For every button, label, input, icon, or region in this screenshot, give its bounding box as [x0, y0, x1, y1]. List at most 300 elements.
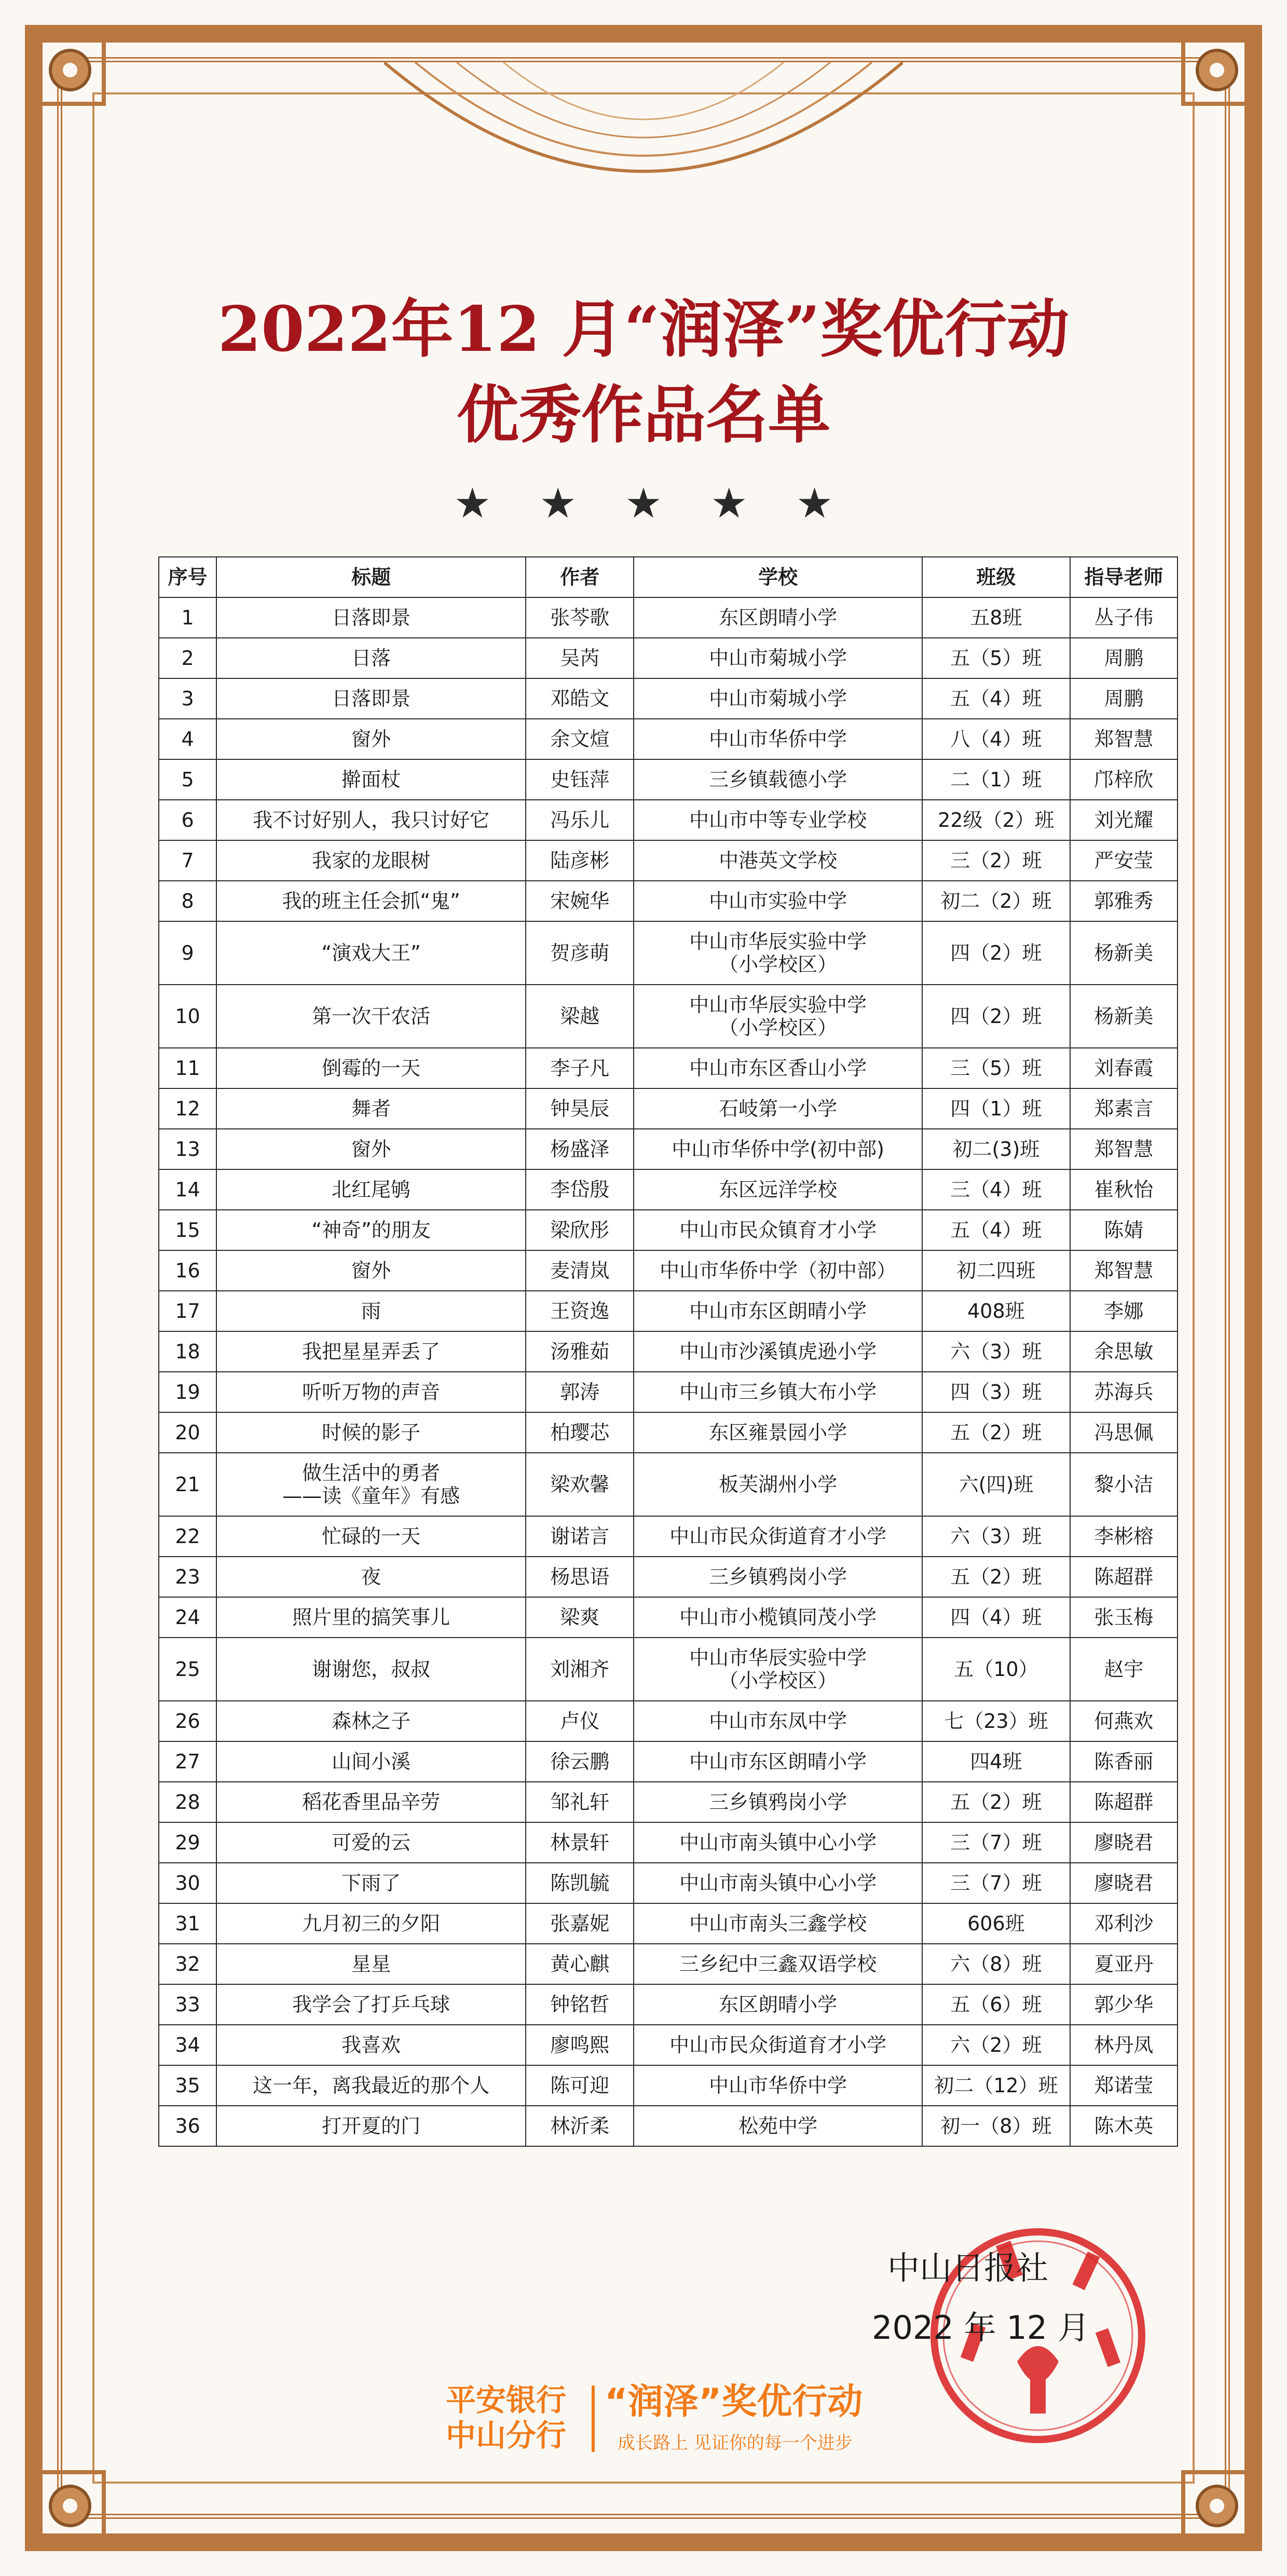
cell-school: [634, 759, 922, 800]
cell-author: [526, 1516, 634, 1557]
cell-line: 17: [175, 1300, 200, 1323]
issuer-name: 中山日报社: [887, 2249, 1049, 2287]
cell-title: [216, 1984, 526, 2025]
cell-title: [216, 719, 526, 759]
cell-line: 周鹏: [1104, 647, 1144, 670]
cell-line: 日落即景: [332, 606, 411, 629]
table-row: [159, 1291, 1178, 1331]
cell-line: 窗外: [351, 1259, 391, 1282]
cell-line: “演戏大王”: [321, 942, 421, 964]
table-row: [159, 1331, 1178, 1372]
table-row: [159, 2106, 1178, 2146]
cell-line: 陈凯毓: [550, 1872, 610, 1894]
cell-line: 三乡镇鸦岗小学: [709, 1565, 847, 1588]
cell-line: 五（6）班: [950, 1993, 1042, 2016]
cell-line: 张芩歌: [550, 606, 610, 629]
cell-line: 34: [175, 2034, 200, 2056]
cell-line: 崔秋怡: [1094, 1178, 1154, 1201]
cell-school: [634, 840, 922, 881]
cell-line: 忙碌的一天: [322, 1525, 421, 1548]
cell-author: [526, 678, 634, 719]
column-header-author: 作者: [526, 557, 634, 597]
cell-number: [159, 1741, 216, 1782]
cell-number: [159, 2106, 216, 2146]
cell-line: 下雨了: [341, 1872, 401, 1894]
table-row: [159, 1412, 1178, 1453]
cell-line: 张玉梅: [1094, 1606, 1154, 1629]
cell-title: [216, 1557, 526, 1597]
cell-line: 林丹凤: [1094, 2034, 1154, 2056]
table-row: [159, 1701, 1178, 1741]
cell-line: 21: [175, 1473, 200, 1496]
cell-line: 中山市南头镇中心小学: [679, 1831, 877, 1854]
cell-author: [526, 597, 634, 638]
cell-line: 中山市民众街道育才小学: [669, 1525, 887, 1548]
cell-number: [159, 1412, 216, 1453]
table-row: [159, 1903, 1178, 1944]
cell-class: [922, 1291, 1070, 1331]
cell-line: 窗外: [351, 728, 391, 751]
cell-school: [634, 719, 922, 759]
table-row: [159, 1741, 1178, 1782]
cell-line: 舞者: [351, 1097, 391, 1120]
table-row: [159, 2065, 1178, 2106]
cell-author: [526, 1638, 634, 1701]
cell-author: [526, 1453, 634, 1516]
cell-line: 窗外: [351, 1138, 391, 1161]
cell-line: 四（4）班: [950, 1606, 1042, 1629]
cell-line: 廖晓君: [1094, 1872, 1154, 1894]
cell-line: 中山市东区朗晴小学: [689, 1300, 867, 1323]
cell-line: 林景轩: [550, 1831, 610, 1854]
table-row: [159, 719, 1178, 759]
cell-number: [159, 1782, 216, 1822]
cell-line: 杨新美: [1094, 942, 1154, 964]
cell-teacher: [1070, 1129, 1178, 1169]
cell-line: 五（10）: [954, 1658, 1038, 1681]
cell-author: [526, 1863, 634, 1903]
cell-class: [922, 1210, 1070, 1250]
cell-school: [634, 1741, 922, 1782]
cell-line: 三乡纪中三鑫双语学校: [679, 1953, 877, 1975]
cell-line: 四4班: [970, 1750, 1022, 1773]
table-body: [159, 597, 1178, 2146]
cell-school: [634, 1331, 922, 1372]
cell-line: 听听万物的声音: [302, 1381, 441, 1403]
cell-teacher: [1070, 759, 1178, 800]
cell-line: 陈超群: [1094, 1791, 1154, 1814]
cell-line: 刘湘齐: [550, 1658, 610, 1681]
cell-title: [216, 1822, 526, 1863]
table-row: [159, 1863, 1178, 1903]
cell-title: [216, 1291, 526, 1331]
cell-line: 李岱殷: [550, 1178, 610, 1201]
corner-ornament-icon: [31, 31, 109, 109]
cell-class: [922, 1903, 1070, 1944]
cell-number: [159, 1597, 216, 1638]
column-header-title: 标题: [216, 557, 526, 597]
cell-line: 18: [175, 1340, 200, 1363]
cell-class: [922, 1782, 1070, 1822]
cell-teacher: [1070, 1412, 1178, 1453]
cell-title: [216, 800, 526, 840]
cell-number: [159, 678, 216, 719]
cell-title: [216, 840, 526, 881]
cell-line: 东区雍景园小学: [709, 1421, 847, 1444]
cell-number: [159, 1372, 216, 1412]
cell-title: [216, 1782, 526, 1822]
cell-number: [159, 1984, 216, 2025]
cell-line: 谢诺言: [550, 1525, 610, 1548]
cell-line: 中山市华辰实验中学: [689, 993, 867, 1016]
cell-author: [526, 1210, 634, 1250]
cell-school: [634, 1822, 922, 1863]
footer-divider: [592, 2386, 595, 2452]
cell-line: 吴芮: [560, 647, 600, 670]
cell-author: [526, 1741, 634, 1782]
table-row: [159, 638, 1178, 678]
cell-teacher: [1070, 800, 1178, 840]
cell-number: [159, 759, 216, 800]
cell-author: [526, 1412, 634, 1453]
cell-line: 可爱的云: [332, 1831, 411, 1854]
cell-line: 郑智慧: [1094, 1259, 1154, 1282]
cell-author: [526, 719, 634, 759]
cell-title: [216, 1331, 526, 1372]
cell-author: [526, 881, 634, 921]
corner-ornament-icon: [31, 2467, 109, 2545]
bank-logo: [428, 2382, 584, 2453]
cell-author: [526, 1557, 634, 1597]
cell-author: [526, 2065, 634, 2106]
cell-author: [526, 1597, 634, 1638]
cell-line: 谢谢您，叔叔: [312, 1658, 431, 1681]
cell-line: 梁爽: [560, 1606, 600, 1629]
cell-line: 九月初三的夕阳: [302, 1912, 441, 1935]
cell-author: [526, 1782, 634, 1822]
cell-line: 三乡镇鸦岗小学: [709, 1791, 847, 1814]
cell-line: 宋婉华: [550, 890, 610, 912]
cell-line: 初一（8）班: [940, 2115, 1052, 2137]
cell-line: 稻花香里品辛劳: [302, 1791, 441, 1814]
cell-teacher: [1070, 1903, 1178, 1944]
cell-class: [922, 759, 1070, 800]
cell-line: 李彬榕: [1094, 1525, 1154, 1548]
cell-author: [526, 1169, 634, 1210]
cell-title: [216, 1088, 526, 1129]
cell-line: 做生活中的勇者: [302, 1462, 441, 1484]
cell-line: 梁欢馨: [550, 1473, 610, 1496]
cell-number: [159, 1169, 216, 1210]
cell-line: 照片里的搞笑事儿: [292, 1606, 450, 1629]
cell-number: [159, 1210, 216, 1250]
cell-school: [634, 921, 922, 985]
cell-school: [634, 1210, 922, 1250]
cell-line: 三（2）班: [950, 849, 1042, 872]
cell-number: [159, 2065, 216, 2106]
cell-line: 22: [175, 1525, 200, 1548]
cell-school: [634, 800, 922, 840]
cell-number: [159, 921, 216, 985]
cell-line: 中山市菊城小学: [709, 647, 847, 670]
cell-school: [634, 1412, 922, 1453]
table-row: [159, 2025, 1178, 2065]
cell-line: 初二（2）班: [940, 890, 1052, 912]
cell-line: 14: [175, 1178, 200, 1201]
cell-line: 我把星星弄丢了: [302, 1340, 441, 1363]
cell-class: [922, 2025, 1070, 2065]
cell-title: [216, 2106, 526, 2146]
cell-line: 27: [175, 1750, 200, 1773]
cell-school: [634, 1597, 922, 1638]
cell-author: [526, 638, 634, 678]
cell-author: [526, 1903, 634, 1944]
cell-line: 中山市民众镇育才小学: [679, 1219, 877, 1242]
cell-teacher: [1070, 1557, 1178, 1597]
cell-teacher: [1070, 1048, 1178, 1088]
cell-line: 梁越: [560, 1005, 600, 1028]
cell-line: 四（2）班: [950, 942, 1042, 964]
cell-line: 32: [175, 1953, 200, 1975]
cell-line: 刘春霞: [1094, 1057, 1154, 1080]
cell-teacher: [1070, 1741, 1178, 1782]
cell-title: [216, 1453, 526, 1516]
cell-school: [634, 1516, 922, 1557]
table-row: [159, 759, 1178, 800]
cell-line: 板芙湖州小学: [719, 1473, 838, 1496]
cell-line: （小学校区）: [719, 1669, 838, 1692]
cell-title: [216, 1638, 526, 1701]
cell-teacher: [1070, 1597, 1178, 1638]
cell-title: [216, 597, 526, 638]
cell-line: 5: [181, 768, 194, 791]
cell-teacher: [1070, 921, 1178, 985]
cell-title: [216, 1210, 526, 1250]
cell-number: [159, 1944, 216, 1984]
cell-line: 梁欣彤: [550, 1219, 610, 1242]
cell-line: 六（8）班: [950, 1953, 1042, 1975]
cell-teacher: [1070, 597, 1178, 638]
cell-line: 钟铭哲: [550, 1993, 610, 2016]
table-row: [159, 1944, 1178, 1984]
cell-title: [216, 2025, 526, 2065]
cell-author: [526, 1372, 634, 1412]
cell-teacher: [1070, 638, 1178, 678]
cell-line: ——读《童年》有感: [282, 1484, 460, 1507]
star-icon: ★: [454, 479, 491, 527]
cell-line: 麦清岚: [550, 1259, 610, 1282]
cell-line: 中山市中等专业学校: [689, 809, 867, 832]
cell-line: 29: [175, 1831, 200, 1854]
cell-class: [922, 1557, 1070, 1597]
cell-line: 五（2）班: [950, 1791, 1042, 1814]
cell-title: [216, 1944, 526, 1984]
cell-title: [216, 678, 526, 719]
cell-line: 丛子伟: [1094, 606, 1154, 629]
table-row: [159, 1250, 1178, 1291]
cell-title: [216, 1597, 526, 1638]
cell-line: 6: [181, 809, 194, 832]
cell-line: 我的班主任会抓“鬼”: [282, 890, 460, 912]
cell-line: 六（3）班: [950, 1340, 1042, 1363]
cell-line: 2: [181, 647, 194, 670]
table-row: [159, 1088, 1178, 1129]
cell-line: 24: [175, 1606, 200, 1629]
cell-line: 中山市华侨中学: [709, 728, 847, 751]
cell-school: [634, 1250, 922, 1291]
cell-line: 冯思佩: [1094, 1421, 1154, 1444]
cell-teacher: [1070, 1782, 1178, 1822]
cell-class: [922, 800, 1070, 840]
cell-number: [159, 597, 216, 638]
cell-line: 25: [175, 1658, 200, 1681]
cell-line: 何燕欢: [1094, 1710, 1154, 1733]
cell-class: [922, 1984, 1070, 2025]
cell-line: 邓皓文: [550, 687, 610, 710]
star-divider: [0, 478, 1287, 529]
cell-line: 26: [175, 1710, 200, 1733]
cell-line: 八（4）班: [950, 728, 1042, 751]
table-row: [159, 1984, 1178, 2025]
cell-line: 23: [175, 1565, 200, 1588]
cell-school: [634, 678, 922, 719]
cell-line: 杨思语: [550, 1565, 610, 1588]
cell-line: 郑素言: [1094, 1097, 1154, 1120]
cell-school: [634, 985, 922, 1048]
cell-number: [159, 1903, 216, 1944]
cell-line: 杨新美: [1094, 1005, 1154, 1028]
cell-school: [634, 1638, 922, 1701]
cell-school: [634, 1453, 922, 1516]
cell-class: [922, 1372, 1070, 1412]
cell-author: [526, 759, 634, 800]
cell-author: [526, 1088, 634, 1129]
cell-school: [634, 2025, 922, 2065]
table-row: [159, 985, 1178, 1048]
cell-school: [634, 1903, 922, 1944]
star-icon: ★: [710, 479, 748, 527]
cell-line: 我学会了打乒乓球: [292, 1993, 450, 2016]
cell-line: 五8班: [970, 606, 1022, 629]
cell-line: 雨: [361, 1300, 381, 1323]
cell-teacher: [1070, 719, 1178, 759]
cell-line: 陈香丽: [1094, 1750, 1154, 1773]
cell-teacher: [1070, 1638, 1178, 1701]
cell-line: 郭雅秀: [1094, 890, 1154, 912]
cell-teacher: [1070, 1372, 1178, 1412]
table-row: [159, 1597, 1178, 1638]
cell-school: [634, 1048, 922, 1088]
cell-line: 中山市三乡镇大布小学: [679, 1381, 877, 1403]
cell-school: [634, 881, 922, 921]
top-lace-ornament-icon: [384, 62, 903, 249]
column-header-class: 班级: [922, 557, 1070, 597]
table-row: [159, 800, 1178, 840]
cell-teacher: [1070, 1169, 1178, 1210]
cell-teacher: [1070, 1291, 1178, 1331]
corner-ornament-icon: [1178, 31, 1256, 109]
cell-line: 林沂柔: [550, 2115, 610, 2137]
cell-teacher: [1070, 1210, 1178, 1250]
cell-number: [159, 840, 216, 881]
cell-line: 16: [175, 1259, 200, 1282]
cell-teacher: [1070, 1822, 1178, 1863]
cell-line: 汤雅茹: [550, 1340, 610, 1363]
cell-number: [159, 719, 216, 759]
cell-line: 陆彦彬: [550, 849, 610, 872]
cell-class: [922, 1250, 1070, 1291]
cell-line: 星星: [351, 1953, 391, 1975]
table-row: [159, 881, 1178, 921]
cell-number: [159, 2025, 216, 2065]
cell-title: [216, 1129, 526, 1169]
cell-number: [159, 800, 216, 840]
cell-teacher: [1070, 1331, 1178, 1372]
cell-title: [216, 1741, 526, 1782]
cell-line: “神奇”的朋友: [311, 1219, 431, 1242]
cell-line: 中山市华侨中学: [709, 2074, 847, 2097]
cell-line: 日落即景: [332, 687, 411, 710]
cell-class: [922, 1088, 1070, 1129]
cell-line: 三（7）班: [950, 1872, 1042, 1894]
cell-school: [634, 2106, 922, 2146]
cell-teacher: [1070, 1088, 1178, 1129]
cell-line: 我不讨好别人，我只讨好它: [253, 809, 490, 832]
cell-class: [922, 1129, 1070, 1169]
cell-line: 我家的龙眼树: [312, 849, 431, 872]
cell-line: 卢仪: [560, 1710, 600, 1733]
cell-line: 邓利沙: [1094, 1912, 1154, 1935]
cell-author: [526, 1331, 634, 1372]
cell-title: [216, 985, 526, 1048]
cell-class: [922, 1453, 1070, 1516]
campaign-slogan: 成长路上 见证你的每一个进步: [618, 2433, 853, 2454]
cell-title: [216, 921, 526, 985]
cell-line: 史钰萍: [550, 768, 610, 791]
cell-line: 郭涛: [560, 1381, 600, 1403]
cell-line: 杨盛泽: [550, 1138, 610, 1161]
cell-line: 中山市华辰实验中学: [689, 1646, 867, 1669]
cell-line: 15: [175, 1219, 200, 1242]
cell-number: [159, 1088, 216, 1129]
cell-teacher: [1070, 2106, 1178, 2146]
cell-line: 中山市沙溪镇虎逊小学: [679, 1340, 877, 1363]
cell-number: [159, 1331, 216, 1372]
cell-line: 四（2）班: [950, 1005, 1042, 1028]
cell-line: 东区朗晴小学: [719, 1993, 838, 2016]
cell-line: 时候的影子: [322, 1421, 421, 1444]
cell-class: [922, 881, 1070, 921]
cell-teacher: [1070, 1516, 1178, 1557]
table-header-row: [159, 557, 1178, 597]
cell-line: 打开夏的门: [322, 2115, 421, 2137]
cell-class: [922, 985, 1070, 1048]
cell-line: 廖晓君: [1094, 1831, 1154, 1854]
table-row: [159, 921, 1178, 985]
cell-line: 倒霉的一天: [322, 1057, 421, 1080]
cell-line: 33: [175, 1993, 200, 2016]
cell-school: [634, 638, 922, 678]
cell-line: 黎小洁: [1094, 1473, 1154, 1496]
cell-title: [216, 1372, 526, 1412]
cell-teacher: [1070, 1863, 1178, 1903]
cell-line: 东区远洋学校: [719, 1178, 838, 1201]
cell-line: 陈婧: [1104, 1219, 1144, 1242]
cell-line: 28: [175, 1791, 200, 1814]
cell-number: [159, 1557, 216, 1597]
cell-line: 夏亚丹: [1094, 1953, 1154, 1975]
cell-line: 10: [175, 1005, 200, 1028]
